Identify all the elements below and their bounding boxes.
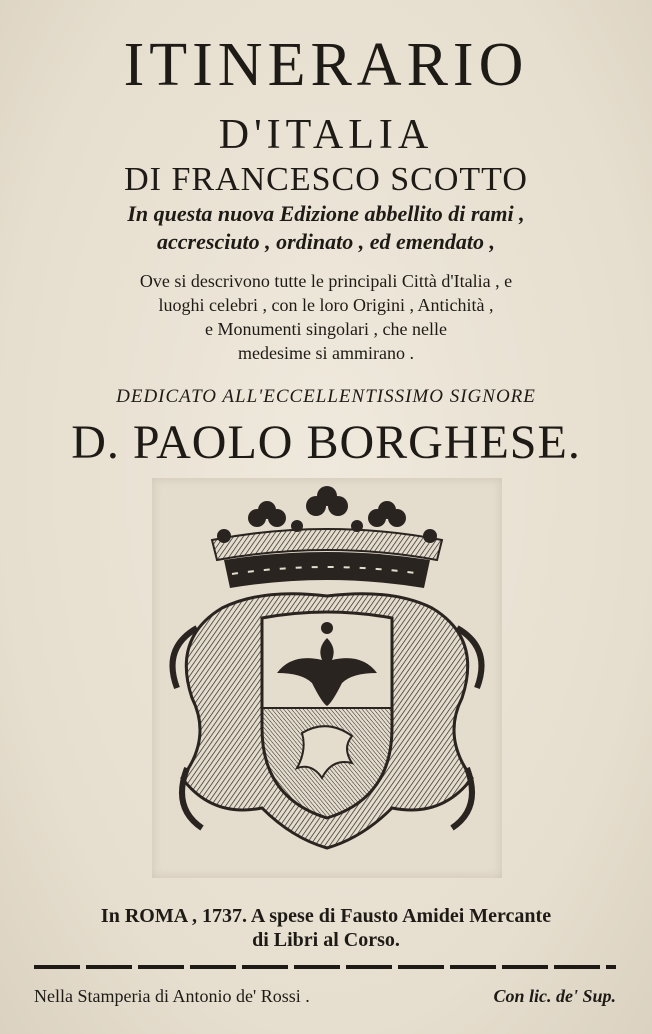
imprint-line-1: In ROMA , 1737. A spese di Fausto Amidei Mercante [100, 905, 552, 927]
printer-footer [34, 984, 616, 1008]
description-line-2: luoghi celebri , con le loro Origini , Antichità , [158, 295, 494, 315]
coat-of-arms-engraving [152, 478, 502, 878]
dedication-line: DEDICATO ALL'ECCELLENTISSIMO SIGNORE [116, 386, 536, 407]
description-line-1: Ove si descrivono tutte le principali Città d'Italia , e [139, 271, 513, 291]
description-line-3: e Monumenti singolari , che nelle [205, 319, 447, 339]
imprint-line-2: di Libri al Corso. [252, 929, 400, 951]
book-title: ITINERARIO [123, 31, 529, 99]
book-title-subline: D'ITALIA [218, 112, 434, 158]
dedicatee-name: D. PAOLO BORGHESE. [71, 416, 581, 469]
license-line: Con lic. de' Sup. [493, 986, 616, 1006]
edition-line-2: accresciuto , ordinato , ed emendato , [157, 229, 495, 254]
coat-of-arms-icon [152, 478, 502, 878]
edition-line-1: In questa nuova Edizione abbellito di rami , [127, 201, 525, 226]
decorative-rule [34, 964, 616, 970]
author-line: DI FRANCESCO SCOTTO [124, 161, 528, 198]
description-line-4: medesime si ammirano . [238, 343, 414, 363]
printer-line: Nella Stamperia di Antonio de' Rossi . [34, 986, 310, 1006]
